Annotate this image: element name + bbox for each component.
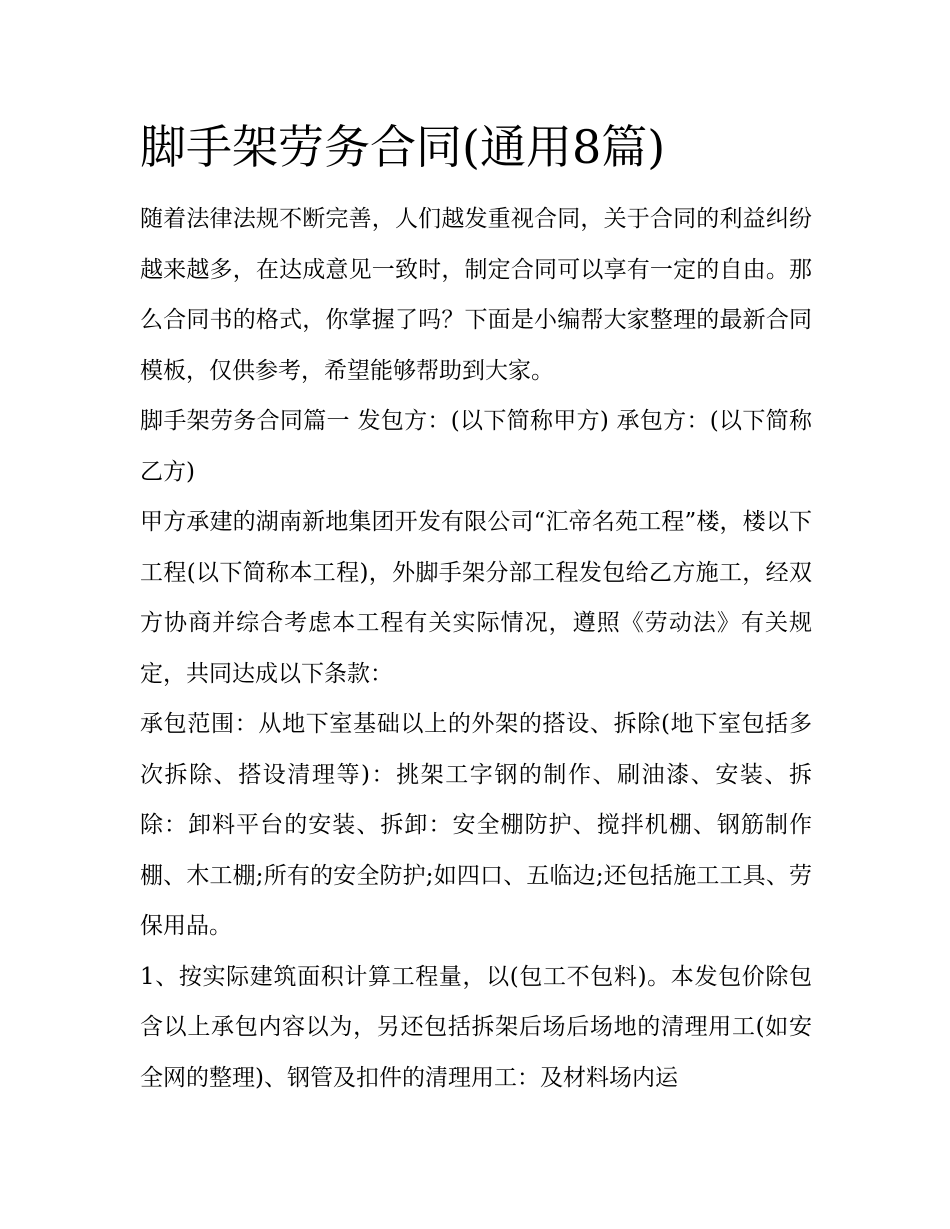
paragraph-clause-1: 1、按实际建筑面积计算工程量，以(包工不包料)。本发包价除包含以上承包内容以为，另还包括拆架后场后场地的清理用工(如安全网的整理)、钢管及扣件的清理用工：及材料场内运	[140, 963, 812, 1091]
paragraph-parties: 脚手架劳务合同篇一 发包方：(以下简称甲方) 承包方：(以下简称乙方)	[140, 408, 812, 485]
document-body	[140, 112, 812, 1103]
paragraph-scope: 承包范围：从地下室基础以上的外架的搭设、拆除(地下室包括多次拆除、搭设清理等)：挑架工字钢的制作、刷油漆、安装、拆除：卸料平台的安装、拆卸：安全棚防护、搅拌机棚、钢筋制作棚、木工棚;所有的安全防护;如四口、五临边;还包括施工工具、劳保用品。	[140, 711, 812, 939]
paragraph-intro: 随着法律法规不断完善，人们越发重视合同，关于合同的利益纠纷越来越多，在达成意见一致时，制定合同可以享有一定的自由。那么合同书的格式，你掌握了吗？下面是小编帮大家整理的最新合同模板，仅供参考，希望能够帮助到大家。	[140, 206, 812, 384]
document-title: 脚手架劳务合同(通用8篇)	[140, 120, 666, 174]
paragraph-project: 甲方承建的湖南新地集团开发有限公司“汇帝名苑工程”楼，楼以下工程(以下简称本工程)，外脚手架分部工程发包给乙方施工，经双方协商并综合考虑本工程有关实际情况，遵照《劳动法》有关规定，共同达成以下条款：	[140, 509, 812, 687]
